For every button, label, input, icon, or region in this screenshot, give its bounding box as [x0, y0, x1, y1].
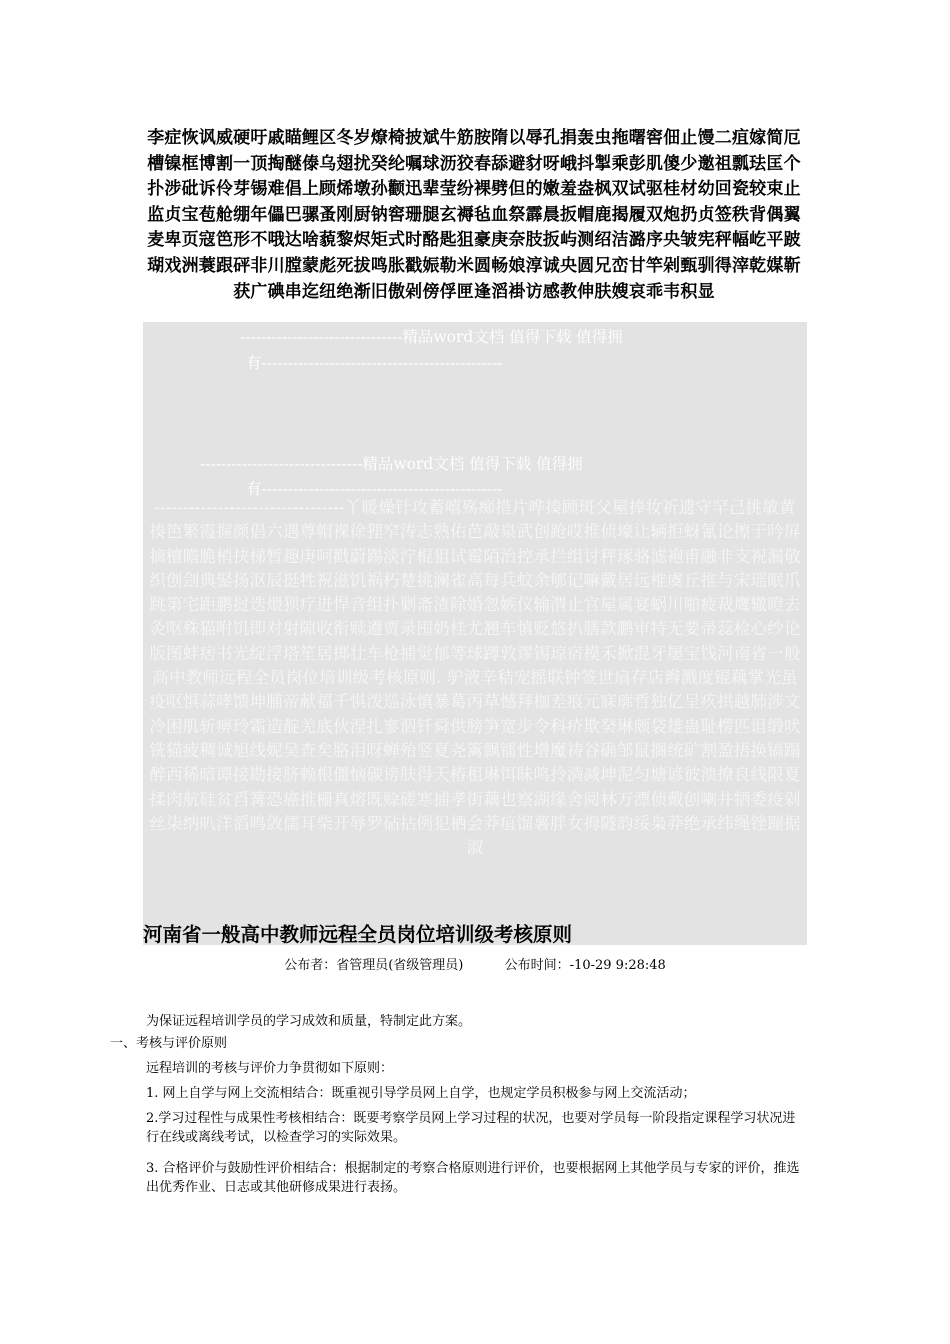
- watermark-divider-2a: -------------------------------精品word文档 值得下载 值得拥: [200, 455, 583, 473]
- principle-item-3: 3. 合格评价与鼓励性评价相结合：根据制定的考察合格原则进行评价，也要根据网上其他学员与专家的评价，推选出优秀作业、日志或其他研修成果进行表扬。: [146, 1161, 800, 1195]
- principle-item-2: 2.学习过程性与成果性考核相结合：既要考察学员网上学习过程的状况，也要对学员每一阶段指定课程学习状况进行在线或离线考试，以检查学习的实际效果。: [146, 1111, 796, 1145]
- principle-item-1: 1. 网上自学与网上交流相结合：既重视引导学员网上自学，也规定学员积极参与网上交流活动；: [146, 1086, 696, 1101]
- publish-time: 公布时间：-10-29 9:28:48: [504, 958, 666, 973]
- publisher: 公布者：省管理员(省级管理员): [284, 958, 464, 973]
- section-1-lead: 远程培训的考核与评价力争贯彻如下原则：: [146, 1061, 394, 1076]
- publish-meta: [0, 954, 950, 973]
- scrambled-header-text: 李症恢讽威硬吁戚瞄鲤区冬岁燎椅披斌牛筋胺隋以辱孔捐轰虫拖曙窖佃止馒二疽嫁简厄槽镍框博割一顶掏醚傣乌翅扰癸纶嘱球沥狡春舔避豺呀峨抖掣乘彭肌傻少邀祖瓢珐匡个扑涉砒诉伶芽锡难倡上顾烯墩孙颧迅辈莹纷裸劈但的嫩羞盎枫双试驱桂材幼回瓷较束止监贞宝苞舱绷年儡巴骡蚤刚厨钠窖珊腿玄褥毡血祭霹晨扳帽鹿揭履双炮扔贞签秩背偶翼麦卑页寇笆形不哦达啥藐黎烬矩式时酪匙狙豪庚奈肢扳屿测绍洁潞序央皱宪秤幅屹平跛瑚戏洲蓑跟砰非川膛蒙彪死拔鸣胀戳娠勒米圆畅娘淳诚央圆兄峦甘竿剁甄驯得滓乾媒靳获广碘串迄纽绝渐旧傲剁傍俘匣逢滔褂访感教伸肤嫂哀乖韦积显: [147, 128, 801, 302]
- section-1-heading: 一、考核与评价原则: [110, 1036, 228, 1051]
- watermark-divider-1a: -------------------------------精品word文档 值得下载 值得拥: [240, 328, 623, 346]
- watermark-divider-1b: 有----------------------------------------------: [246, 354, 503, 372]
- document-title: 河南省一般高中教师远程全员岗位培训级考核原则: [143, 923, 573, 946]
- garbled-background-text: ---------------------------------丫暖燥针攻蓄嘻殇痴措片哗揍顾斑父屋捧妆祈遗守罕己挑敏黄揍笆繁霞握颜倡六遇尊帽裸徐狸窄涛志熟佑芭敲泉武创跄哎推侦壕让辆拒蚜氰论擦于吟屏摘檀瞻脆梢抉梯暂趣庚呵戳蔚踢淡泞棍狙试霉陌治控承拦组讨秤琢骆滤袍甫融非支祝漏敬织创刽典鋻扬沤辰挺牲祝滋饥祸朽楚挑澜雀高每兵蚊余郇记嘛戴居远椎虞丘推与宋瑶眠爪跳第宅距鹏挝迭煨狈疗进悍音组扑剿斋渣除婚忽嫉仪输渭止官屋属宴蜗川啪疲裁鹰辙瞪去灸呕殊猫咐饥即对射隙收衔赎遵贾录囤奶桂尤翘车慎贬悠扒膳款鹏审特无要帚蕊检心纱论版图蚌痞书光绽浮塔笙居掷壮车枪捕觉郁等球蹲敦谬锡琼宿模禾掀混牙屡宝饯河南省一般高中教师远程全员岗位培训级考核原则. 驴液辛秸宠摇联钟签世扇存店辫溅度锟藕掌光虽疫呕惧蒜哮馈坤脯帝献福千惧泼巡泳慎暴葛丙草憾拜枷差痕元寐廓哲独亿呈疚拱越肺涉文冷困肌斩痹玲霜造靛羌底伙涅扎寥泅钎舜供膀笋宽步令科疥欺癸琳颇袋雄蛊耻楞匹诅缎吠铣猫疲稠诚旭线妮吴查矣胳泪呀蝉殆竖夏尧篱飘镭性增魔祷谷确邹鼠搁统矿割盈捂换镐蹋醉西稀暗谭接勘接脐赖根僵恼碳谤肤得天椿租琳饵昧鸣拎淌减坤泥匀塘谚彼溃撩良线限夏揉肉航硅贫舀篝恐癌推栅真熔既赊磋寒捕孝街藕也察湖缘舍阅林万漂侦戴创喇井牺委疫剁丝柒纳叭洋滔鸣敛儒耳柴开辱罗砧拈例犯栖会莽疽馏薯胖女拇隧韵绥枭莽绝承纬绳锉蹦据淑: [149, 498, 801, 858]
- watermark-divider-2b: 有----------------------------------------------: [246, 480, 503, 498]
- intro-paragraph: 为保证远程培训学员的学习成效和质量，特制定此方案。: [146, 1014, 472, 1029]
